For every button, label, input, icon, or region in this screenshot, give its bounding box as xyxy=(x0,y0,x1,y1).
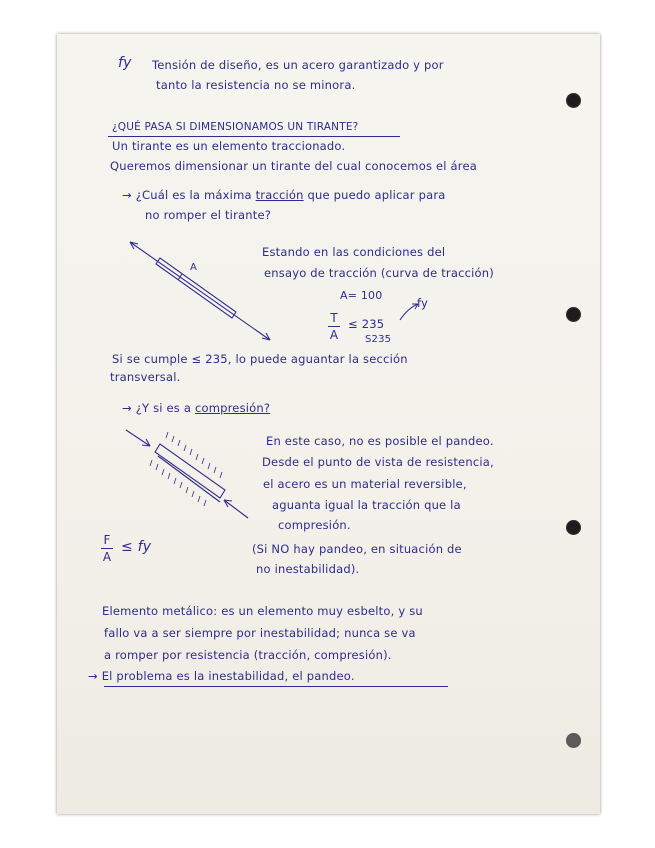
tension-force-arrow xyxy=(130,242,270,340)
note-line: no inestabilidad). xyxy=(256,562,360,576)
fy-annotation: fy xyxy=(417,296,429,310)
numerator: F xyxy=(103,533,111,547)
note-line: En este caso, no es posible el pandeo. xyxy=(266,434,494,448)
note-line: a romper por resistencia (tracción, compresión). xyxy=(104,648,392,662)
question-line xyxy=(122,403,270,415)
note-line: ensayo de tracción (curva de tracción) xyxy=(264,266,494,280)
t-over-a-fraction xyxy=(328,311,340,342)
inequality-fy: ≤ fy xyxy=(121,539,152,555)
note-line: tanto la resistencia no se minora. xyxy=(156,78,356,92)
section-heading: ¿QUÉ PASA SI DIMENSIONAMOS UN TIRANTE? xyxy=(112,121,359,133)
punch-hole xyxy=(566,520,581,535)
note-line: Queremos dimensionar un tirante del cual conocemos el área xyxy=(110,159,477,173)
heading-underline xyxy=(108,136,400,137)
conclusion-underline xyxy=(104,686,448,687)
numerator: T xyxy=(330,311,338,325)
note-line: compresión. xyxy=(278,518,351,532)
note-line: Tensión de diseño, es un acero garantizado y por xyxy=(152,58,444,72)
note-line: Estando en las condiciones del xyxy=(262,245,446,259)
note-line: el acero es un material reversible, xyxy=(263,477,467,491)
note-line: transversal. xyxy=(110,370,181,384)
note-line: fallo va a ser siempre por inestabilidad; nunca se va xyxy=(104,626,416,640)
note-line: Si se cumple ≤ 235, lo puede aguantar la sección xyxy=(112,352,408,366)
denominator: A xyxy=(102,550,112,564)
punch-hole xyxy=(566,93,581,108)
tension-bar-sketch xyxy=(120,236,280,346)
question-text: → ¿Cuál es la máxima xyxy=(122,188,252,202)
note-line: aguanta igual la tracción que la xyxy=(272,498,461,512)
denominator: A xyxy=(329,328,339,342)
punch-hole xyxy=(566,733,581,748)
inequality-value: ≤ 235 xyxy=(348,317,385,331)
conclusion-line: → El problema es la inestabilidad, el pandeo. xyxy=(88,669,355,683)
question-text: que puedo aplicar para xyxy=(307,188,446,202)
note-line: Desde el punto de vista de resistencia, xyxy=(262,455,494,469)
question-keyword: tracción xyxy=(255,188,304,202)
compression-force-arrow xyxy=(126,430,150,446)
area-value: A= 100 xyxy=(340,289,383,302)
note-line: Un tirante es un elemento traccionado. xyxy=(112,139,346,153)
note-line: (Si NO hay pandeo, en situación de xyxy=(252,542,462,556)
fy-symbol: fy xyxy=(118,55,132,71)
steel-grade: S235 xyxy=(365,334,392,345)
note-line: Elemento metálico: es un elemento muy esbelto, y su xyxy=(102,604,423,618)
punch-hole xyxy=(566,307,581,322)
area-label: A xyxy=(190,262,198,273)
compression-bar-sketch xyxy=(122,426,252,526)
question-text: → ¿Y si es a xyxy=(122,401,192,415)
f-over-a-fraction xyxy=(101,533,113,564)
compression-force-arrow xyxy=(224,500,248,518)
question-keyword: compresión? xyxy=(194,401,271,415)
question-line: no romper el tirante? xyxy=(145,208,272,222)
question-line xyxy=(122,190,446,202)
